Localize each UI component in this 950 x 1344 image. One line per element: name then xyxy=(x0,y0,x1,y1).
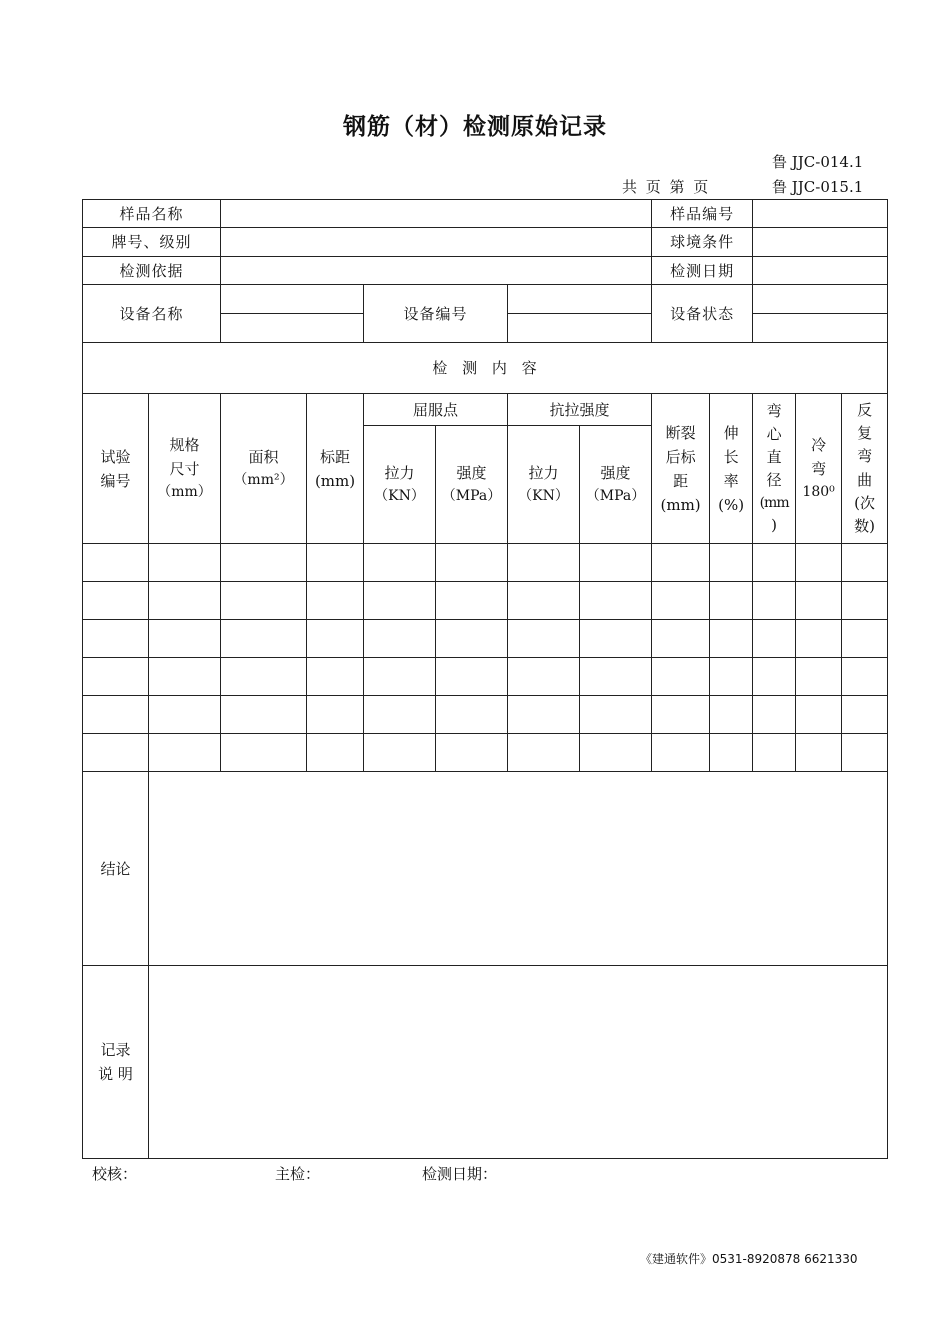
col-break-gauge xyxy=(652,394,710,544)
data-cell[interactable] xyxy=(796,734,842,772)
data-cell[interactable] xyxy=(307,734,364,772)
data-cell[interactable] xyxy=(710,734,753,772)
equip-status-line-2[interactable] xyxy=(753,313,887,342)
remarks-label-line: 说 明 xyxy=(98,1065,133,1083)
form-code-1: 鲁 JJC-014.1 xyxy=(772,153,864,171)
data-cell[interactable] xyxy=(710,544,753,582)
record-table xyxy=(82,199,888,1159)
equip-status-field[interactable] xyxy=(753,285,888,343)
col-area-line: （mm²） xyxy=(233,472,294,489)
data-cell[interactable] xyxy=(307,658,364,696)
col-yield-force-line: （KN） xyxy=(374,488,425,505)
data-cell[interactable] xyxy=(364,582,436,620)
data-cell[interactable] xyxy=(710,696,753,734)
col-test-no-line: 试验 xyxy=(100,447,131,466)
col-repeated-bend-line: 数) xyxy=(854,517,876,535)
col-bend-diameter-line: 弯 xyxy=(766,401,782,420)
col-spec xyxy=(149,394,221,544)
equip-name-label: 设备名称 xyxy=(83,285,221,343)
data-cell[interactable] xyxy=(307,696,364,734)
data-cell[interactable] xyxy=(221,620,307,658)
data-cell[interactable] xyxy=(436,734,508,772)
col-spec-line: 规格 xyxy=(169,436,200,455)
col-cold-bend-line: 弯 xyxy=(811,460,827,479)
col-gauge xyxy=(307,394,364,544)
data-cell[interactable] xyxy=(83,696,149,734)
col-break-gauge-line: 后标 xyxy=(665,447,696,466)
test-basis-label: 检测依据 xyxy=(83,257,221,285)
data-cell[interactable] xyxy=(307,620,364,658)
data-cell[interactable] xyxy=(508,582,580,620)
test-date-field[interactable] xyxy=(753,257,888,285)
data-cell[interactable] xyxy=(652,620,710,658)
data-cell[interactable] xyxy=(508,544,580,582)
data-cell[interactable] xyxy=(652,734,710,772)
data-cell[interactable] xyxy=(753,620,796,658)
data-cell[interactable] xyxy=(580,620,652,658)
remarks-field[interactable] xyxy=(149,966,888,1159)
col-spec-line: （mm） xyxy=(157,484,212,501)
data-cell[interactable] xyxy=(221,658,307,696)
col-yield-force-line: 拉力 xyxy=(384,464,415,483)
data-cell[interactable] xyxy=(842,658,888,696)
col-repeated-bend-line: (次 xyxy=(854,493,876,512)
equip-name-field[interactable] xyxy=(221,285,364,343)
data-cell[interactable] xyxy=(221,544,307,582)
table-row xyxy=(83,734,888,772)
data-cell[interactable] xyxy=(436,544,508,582)
sample-name-field[interactable] xyxy=(221,200,652,228)
page-title: 钢筋（材）检测原始记录 xyxy=(343,114,607,140)
data-cell[interactable] xyxy=(508,658,580,696)
data-cell[interactable] xyxy=(364,696,436,734)
data-cell[interactable] xyxy=(436,582,508,620)
chief-inspector-label: 主检： xyxy=(275,1165,321,1183)
col-tensile-strength-mpa xyxy=(580,426,652,544)
col-elongation-line: 伸 xyxy=(723,423,739,442)
remarks-label-line: 记录 xyxy=(100,1041,131,1059)
data-cell[interactable] xyxy=(710,658,753,696)
data-cell[interactable] xyxy=(508,696,580,734)
table-row xyxy=(83,696,888,734)
col-repeated-bend xyxy=(842,394,888,544)
col-cold-bend-line: 冷 xyxy=(811,436,827,455)
data-cell[interactable] xyxy=(83,544,149,582)
data-cell[interactable] xyxy=(83,620,149,658)
data-cell[interactable] xyxy=(436,658,508,696)
data-cell[interactable] xyxy=(580,696,652,734)
checker-label: 校核： xyxy=(92,1165,138,1183)
data-cell[interactable] xyxy=(652,582,710,620)
conclusion-label: 结论 xyxy=(83,772,149,966)
data-cell[interactable] xyxy=(753,696,796,734)
col-bend-diameter-line: 心 xyxy=(766,424,782,443)
data-cell[interactable] xyxy=(842,696,888,734)
data-cell[interactable] xyxy=(710,620,753,658)
col-yield-strength-line: （MPa） xyxy=(441,488,502,505)
col-area xyxy=(221,394,307,544)
data-cell[interactable] xyxy=(753,734,796,772)
data-cell[interactable] xyxy=(149,620,221,658)
sample-no-label: 样品编号 xyxy=(652,200,753,228)
data-cell[interactable] xyxy=(652,696,710,734)
col-repeated-bend-line: 弯 xyxy=(857,447,873,466)
data-cell[interactable] xyxy=(307,582,364,620)
test-basis-field[interactable] xyxy=(221,257,652,285)
data-cell[interactable] xyxy=(842,734,888,772)
equip-no-label: 设备编号 xyxy=(364,285,508,343)
sample-no-field[interactable] xyxy=(753,200,888,228)
data-cell[interactable] xyxy=(149,658,221,696)
data-cell[interactable] xyxy=(364,658,436,696)
data-cell[interactable] xyxy=(83,658,149,696)
col-gauge-line: (mm) xyxy=(314,471,356,490)
table-row xyxy=(83,544,888,582)
col-bend-diameter-line: 径 xyxy=(766,471,782,490)
data-cell[interactable] xyxy=(580,544,652,582)
data-cell[interactable] xyxy=(580,658,652,696)
col-yield-force xyxy=(364,426,436,544)
data-cell[interactable] xyxy=(580,734,652,772)
test-date-label: 检测日期 xyxy=(652,257,753,285)
col-test-no-line: 编号 xyxy=(100,471,131,490)
col-test-no xyxy=(83,394,149,544)
data-cell[interactable] xyxy=(83,582,149,620)
col-bend-diameter-line: ) xyxy=(771,516,778,535)
data-cell[interactable] xyxy=(221,696,307,734)
col-area-line: 面积 xyxy=(248,448,279,467)
env-condition-label: 球境条件 xyxy=(652,228,753,257)
col-tensile-force-line: 拉力 xyxy=(528,464,559,483)
section-title: 检 测 内 容 xyxy=(83,343,888,394)
data-cell[interactable] xyxy=(436,696,508,734)
col-cold-bend xyxy=(796,394,842,544)
form-code-2: 鲁 JJC-015.1 xyxy=(772,178,864,196)
sample-name-label: 样品名称 xyxy=(83,200,221,228)
table-row xyxy=(83,658,888,696)
col-break-gauge-line: 距 xyxy=(673,471,689,490)
data-cell[interactable] xyxy=(710,582,753,620)
col-bend-diameter xyxy=(753,394,796,544)
data-cell[interactable] xyxy=(149,582,221,620)
table-row xyxy=(83,620,888,658)
col-tensile-strength-line: 强度 xyxy=(600,464,631,483)
conclusion-field[interactable] xyxy=(149,772,888,966)
col-repeated-bend-line: 曲 xyxy=(857,470,873,489)
col-yield-strength-line: 强度 xyxy=(456,464,487,483)
data-cell[interactable] xyxy=(796,658,842,696)
col-cold-bend-line: 180⁰ xyxy=(802,484,835,501)
brand-grade-field[interactable] xyxy=(221,228,652,257)
data-cell[interactable] xyxy=(149,544,221,582)
equip-status-line-1[interactable] xyxy=(753,285,887,313)
col-repeated-bend-line: 反 xyxy=(857,400,873,419)
col-tensile-strength-line: （MPa） xyxy=(585,488,646,505)
remarks-label xyxy=(83,966,149,1159)
data-cell[interactable] xyxy=(580,582,652,620)
data-cell[interactable] xyxy=(842,544,888,582)
data-cell[interactable] xyxy=(221,734,307,772)
equip-status-label: 设备状态 xyxy=(652,285,753,343)
data-cell[interactable] xyxy=(652,658,710,696)
col-elongation xyxy=(710,394,753,544)
data-cell[interactable] xyxy=(796,696,842,734)
equip-no-line-2[interactable] xyxy=(508,313,651,342)
data-cell[interactable] xyxy=(307,544,364,582)
inspection-date-label: 检测日期： xyxy=(422,1165,498,1183)
page-info: 共 页 第 页 xyxy=(622,178,709,196)
equip-name-line-2[interactable] xyxy=(221,313,363,342)
equip-no-line-1[interactable] xyxy=(508,285,651,313)
table-row xyxy=(83,582,888,620)
data-cell[interactable] xyxy=(796,544,842,582)
data-cell[interactable] xyxy=(83,734,149,772)
col-yield-point: 屈服点 xyxy=(364,394,508,426)
col-bend-diameter-line: (mm xyxy=(759,494,789,511)
data-cell[interactable] xyxy=(364,734,436,772)
env-condition-field[interactable] xyxy=(753,228,888,257)
data-cell[interactable] xyxy=(149,734,221,772)
data-cell[interactable] xyxy=(796,582,842,620)
data-cell[interactable] xyxy=(364,544,436,582)
data-cell[interactable] xyxy=(796,620,842,658)
brand-grade-label: 牌号、级别 xyxy=(83,228,221,257)
software-credit: 《建通软件》0531-8920878 6621330 xyxy=(640,1252,858,1266)
data-cell[interactable] xyxy=(842,620,888,658)
col-tensile-force-line: （KN） xyxy=(518,488,569,505)
data-cell[interactable] xyxy=(753,658,796,696)
col-repeated-bend-line: 复 xyxy=(857,424,873,442)
col-elongation-line: 率 xyxy=(723,471,739,490)
col-yield-strength xyxy=(436,426,508,544)
col-elongation-line: 长 xyxy=(723,447,739,466)
data-cell[interactable] xyxy=(436,620,508,658)
col-break-gauge-line: 断裂 xyxy=(665,423,696,442)
col-break-gauge-line: (mm) xyxy=(660,495,701,514)
col-spec-line: 尺寸 xyxy=(169,460,200,479)
equip-no-field[interactable] xyxy=(508,285,652,343)
data-cell[interactable] xyxy=(753,582,796,620)
data-cell[interactable] xyxy=(364,620,436,658)
col-gauge-line: 标距 xyxy=(320,447,351,466)
col-tensile-strength: 抗拉强度 xyxy=(508,394,652,426)
data-cell[interactable] xyxy=(508,620,580,658)
equip-name-line-1[interactable] xyxy=(221,285,363,313)
data-cell[interactable] xyxy=(842,582,888,620)
data-cell[interactable] xyxy=(508,734,580,772)
data-cell[interactable] xyxy=(221,582,307,620)
col-bend-diameter-line: 直 xyxy=(766,448,782,467)
col-elongation-line: (%) xyxy=(718,495,745,514)
data-cell[interactable] xyxy=(652,544,710,582)
col-tensile-force xyxy=(508,426,580,544)
data-cell[interactable] xyxy=(149,696,221,734)
data-cell[interactable] xyxy=(753,544,796,582)
